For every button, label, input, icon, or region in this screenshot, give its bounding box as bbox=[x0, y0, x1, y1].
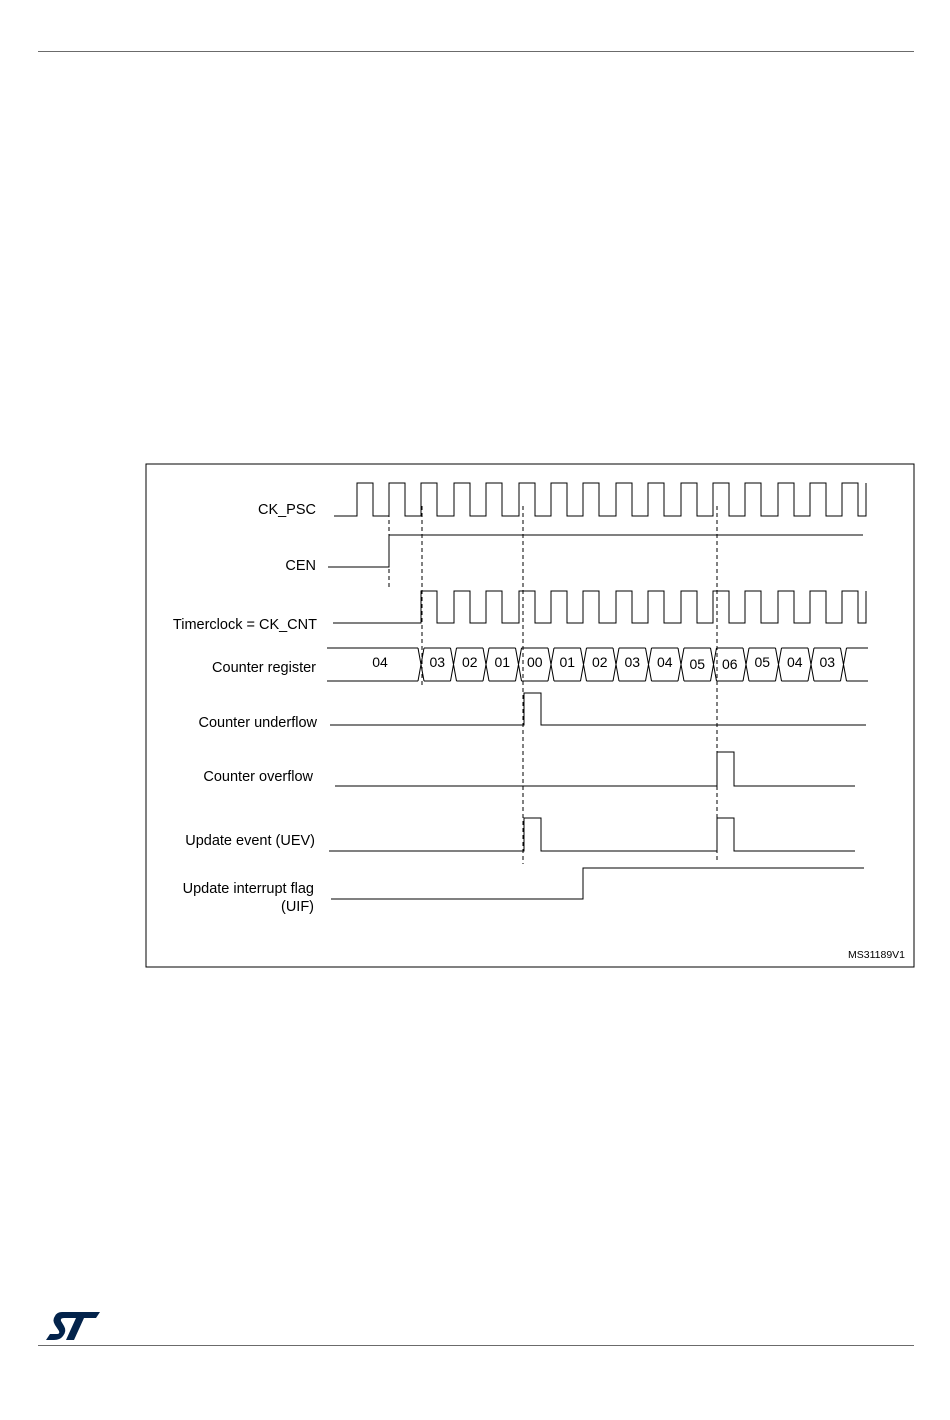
waveform-uif bbox=[331, 868, 864, 899]
label-uif-line2: (UIF) bbox=[280, 899, 314, 915]
counter-register-bus bbox=[327, 648, 868, 681]
label-counter-underflow: Counter underflow bbox=[198, 715, 317, 731]
waveform-ck-psc bbox=[334, 483, 866, 516]
label-update-event: Update event (UEV) bbox=[185, 833, 315, 849]
label-ck-psc: CK_PSC bbox=[257, 502, 316, 518]
footer-rule bbox=[38, 1345, 914, 1346]
counter-value-label: 06 bbox=[721, 656, 738, 672]
waveform-timerclock bbox=[333, 591, 866, 623]
counter-value-label: 03 bbox=[624, 654, 641, 670]
waveform-update-event bbox=[329, 818, 855, 851]
figure-id: MS31189V1 bbox=[847, 949, 905, 961]
waveform-counter-underflow bbox=[330, 693, 866, 725]
counter-value-label: 02 bbox=[461, 654, 478, 670]
counter-value-label: 01 bbox=[559, 654, 576, 670]
counter-value-label: 05 bbox=[689, 656, 706, 672]
label-counter-register: Counter register bbox=[212, 660, 316, 676]
counter-value-label: 02 bbox=[591, 654, 608, 670]
label-timerclock: Timerclock = CK_CNT bbox=[172, 617, 317, 633]
label-counter-overflow: Counter overflow bbox=[203, 769, 313, 785]
counter-value-label: 04 bbox=[786, 654, 803, 670]
st-logo-icon bbox=[44, 1310, 102, 1342]
label-uif: Update interrupt flag bbox=[182, 881, 314, 897]
counter-value-label: 05 bbox=[754, 654, 771, 670]
label-cen: CEN bbox=[285, 558, 316, 574]
counter-value-label: 04 bbox=[372, 654, 388, 670]
counter-value-label: 03 bbox=[429, 654, 446, 670]
counter-value-label: 01 bbox=[494, 654, 511, 670]
waveform-counter-overflow bbox=[335, 752, 855, 786]
counter-value-label: 04 bbox=[656, 654, 673, 670]
waveform-cen bbox=[328, 535, 863, 567]
counter-value-label: 00 bbox=[526, 654, 543, 670]
counter-value-label: 03 bbox=[819, 654, 836, 670]
